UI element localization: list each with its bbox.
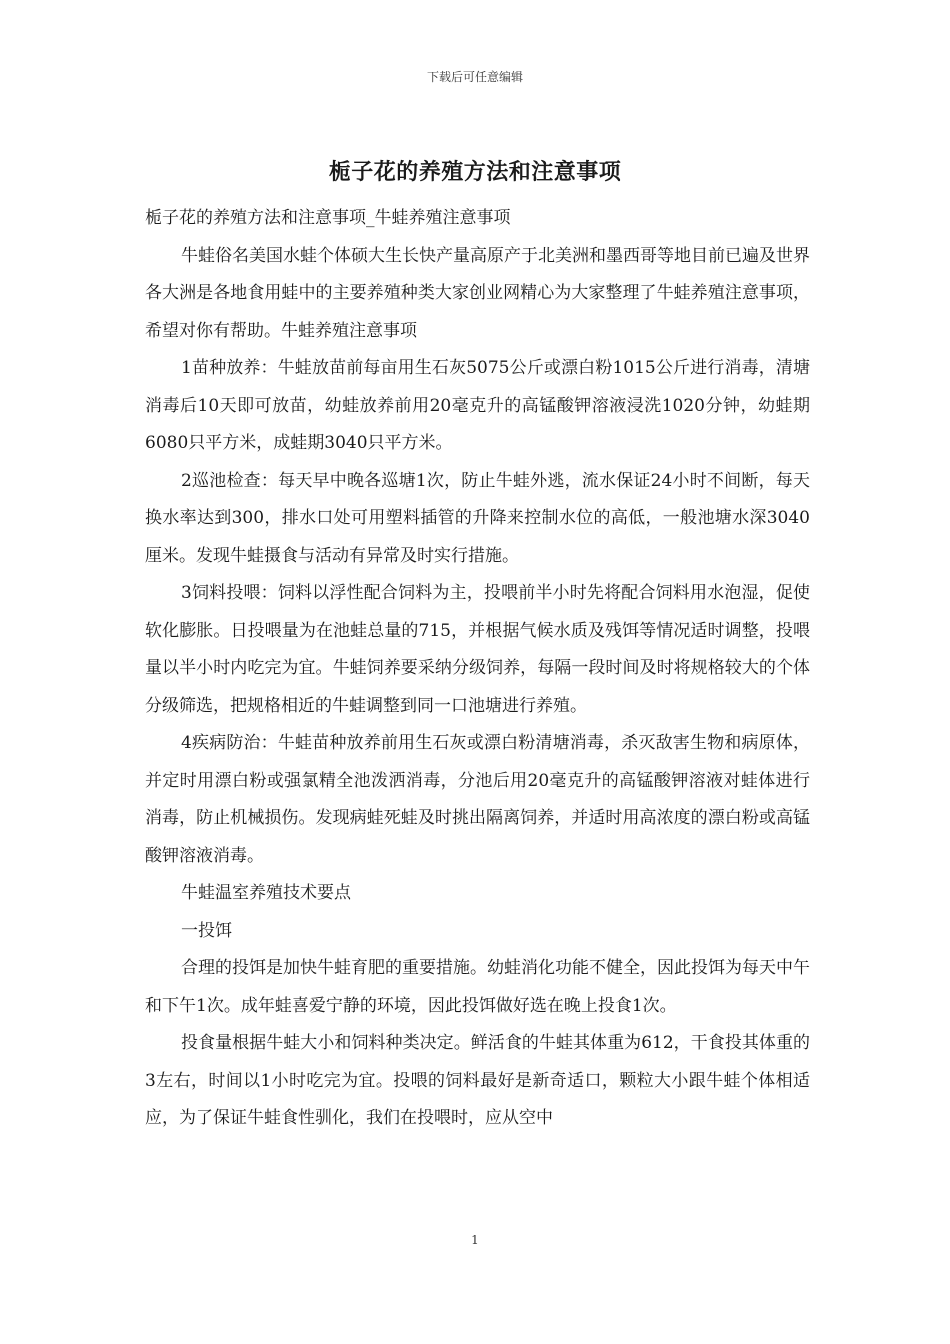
- section-heading: 牛蛙温室养殖技术要点: [181, 883, 351, 903]
- paragraph-stocking: 1苗种放养：牛蛙放苗前每亩用生石灰5075公斤或漂白粉1015公斤进行消毒，清塘消毒后10天即可放苗，幼蛙放养前用20毫克升的高锰酸钾溶液浸洗1020分钟，幼蛙期6080只平方米，成蛙期3040只平方米。: [145, 358, 810, 453]
- paragraph-disease: 4疾病防治：牛蛙苗种放养前用生石灰或漂白粉清塘消毒，杀灭敌害生物和病原体，并定时用漂白粉或强氯精全池泼洒消毒，分池后用20毫克升的高锰酸钾溶液对蛙体进行消毒，防止机械损伤。发现病蛙死蛙及时挑出隔离饲养，并适时用高浓度的漂白粉或高锰酸钾溶液消毒。: [145, 733, 810, 866]
- paragraph-inspection: 2巡池检查：每天早中晚各巡塘1次，防止牛蛙外逃，流水保证24小时不间断，每天换水率达到300，排水口处可用塑料插管的升降来控制水位的高低，一般池塘水深3040厘米。发现牛蛙摄食与活动有异常及时实行措施。: [145, 470, 810, 566]
- paragraph-feeding-amount: 投食量根据牛蛙大小和饲料种类决定。鲜活食的牛蛙其体重为612，干食投其体重的3左右，时间以1小时吃完为宜。投喂的饲料最好是新奇适口，颗粒大小跟牛蛙个体相适应，为了保证牛蛙食性驯化，我们在投喂时，应从空中: [145, 1033, 810, 1128]
- subtitle-line: 栀子花的养殖方法和注意事项_牛蛙养殖注意事项: [145, 208, 511, 228]
- page-number: 1: [471, 1233, 479, 1247]
- document-body: [145, 200, 810, 1138]
- document-title: 栀子花的养殖方法和注意事项: [328, 159, 622, 185]
- paragraph-intro: 牛蛙俗名美国水蛙个体硕大生长快产量高原产于北美洲和墨西哥等地目前已遍及世界各大洲是各地食用蛙中的主要养殖种类大家创业网精心为大家整理了牛蛙养殖注意事项，希望对你有帮助。牛蛙养殖注意事项: [145, 245, 810, 341]
- subsection-heading: 一投饵: [181, 920, 232, 941]
- paragraph-feeding: 3饲料投喂：饲料以浮性配合饲料为主，投喂前半小时先将配合饲料用水泡湿，促使软化膨胀。日投喂量为在池蛙总量的715，并根据气候水质及残饵等情况适时调整，投喂量以半小时内吃完为宜。牛蛙饲养要采纳分级饲养，每隔一段时间及时将规格较大的个体分级筛选，把规格相近的牛蛙调整到同一口池塘进行养殖。: [145, 583, 810, 716]
- header-note: 下载后可任意编辑: [426, 70, 523, 84]
- paragraph-feeding-measures: 合理的投饵是加快牛蛙育肥的重要措施。幼蛙消化功能不健全，因此投饵为每天中午和下午1次。成年蛙喜爱宁静的环境，因此投饵做好选在晚上投食1次。: [145, 958, 810, 1016]
